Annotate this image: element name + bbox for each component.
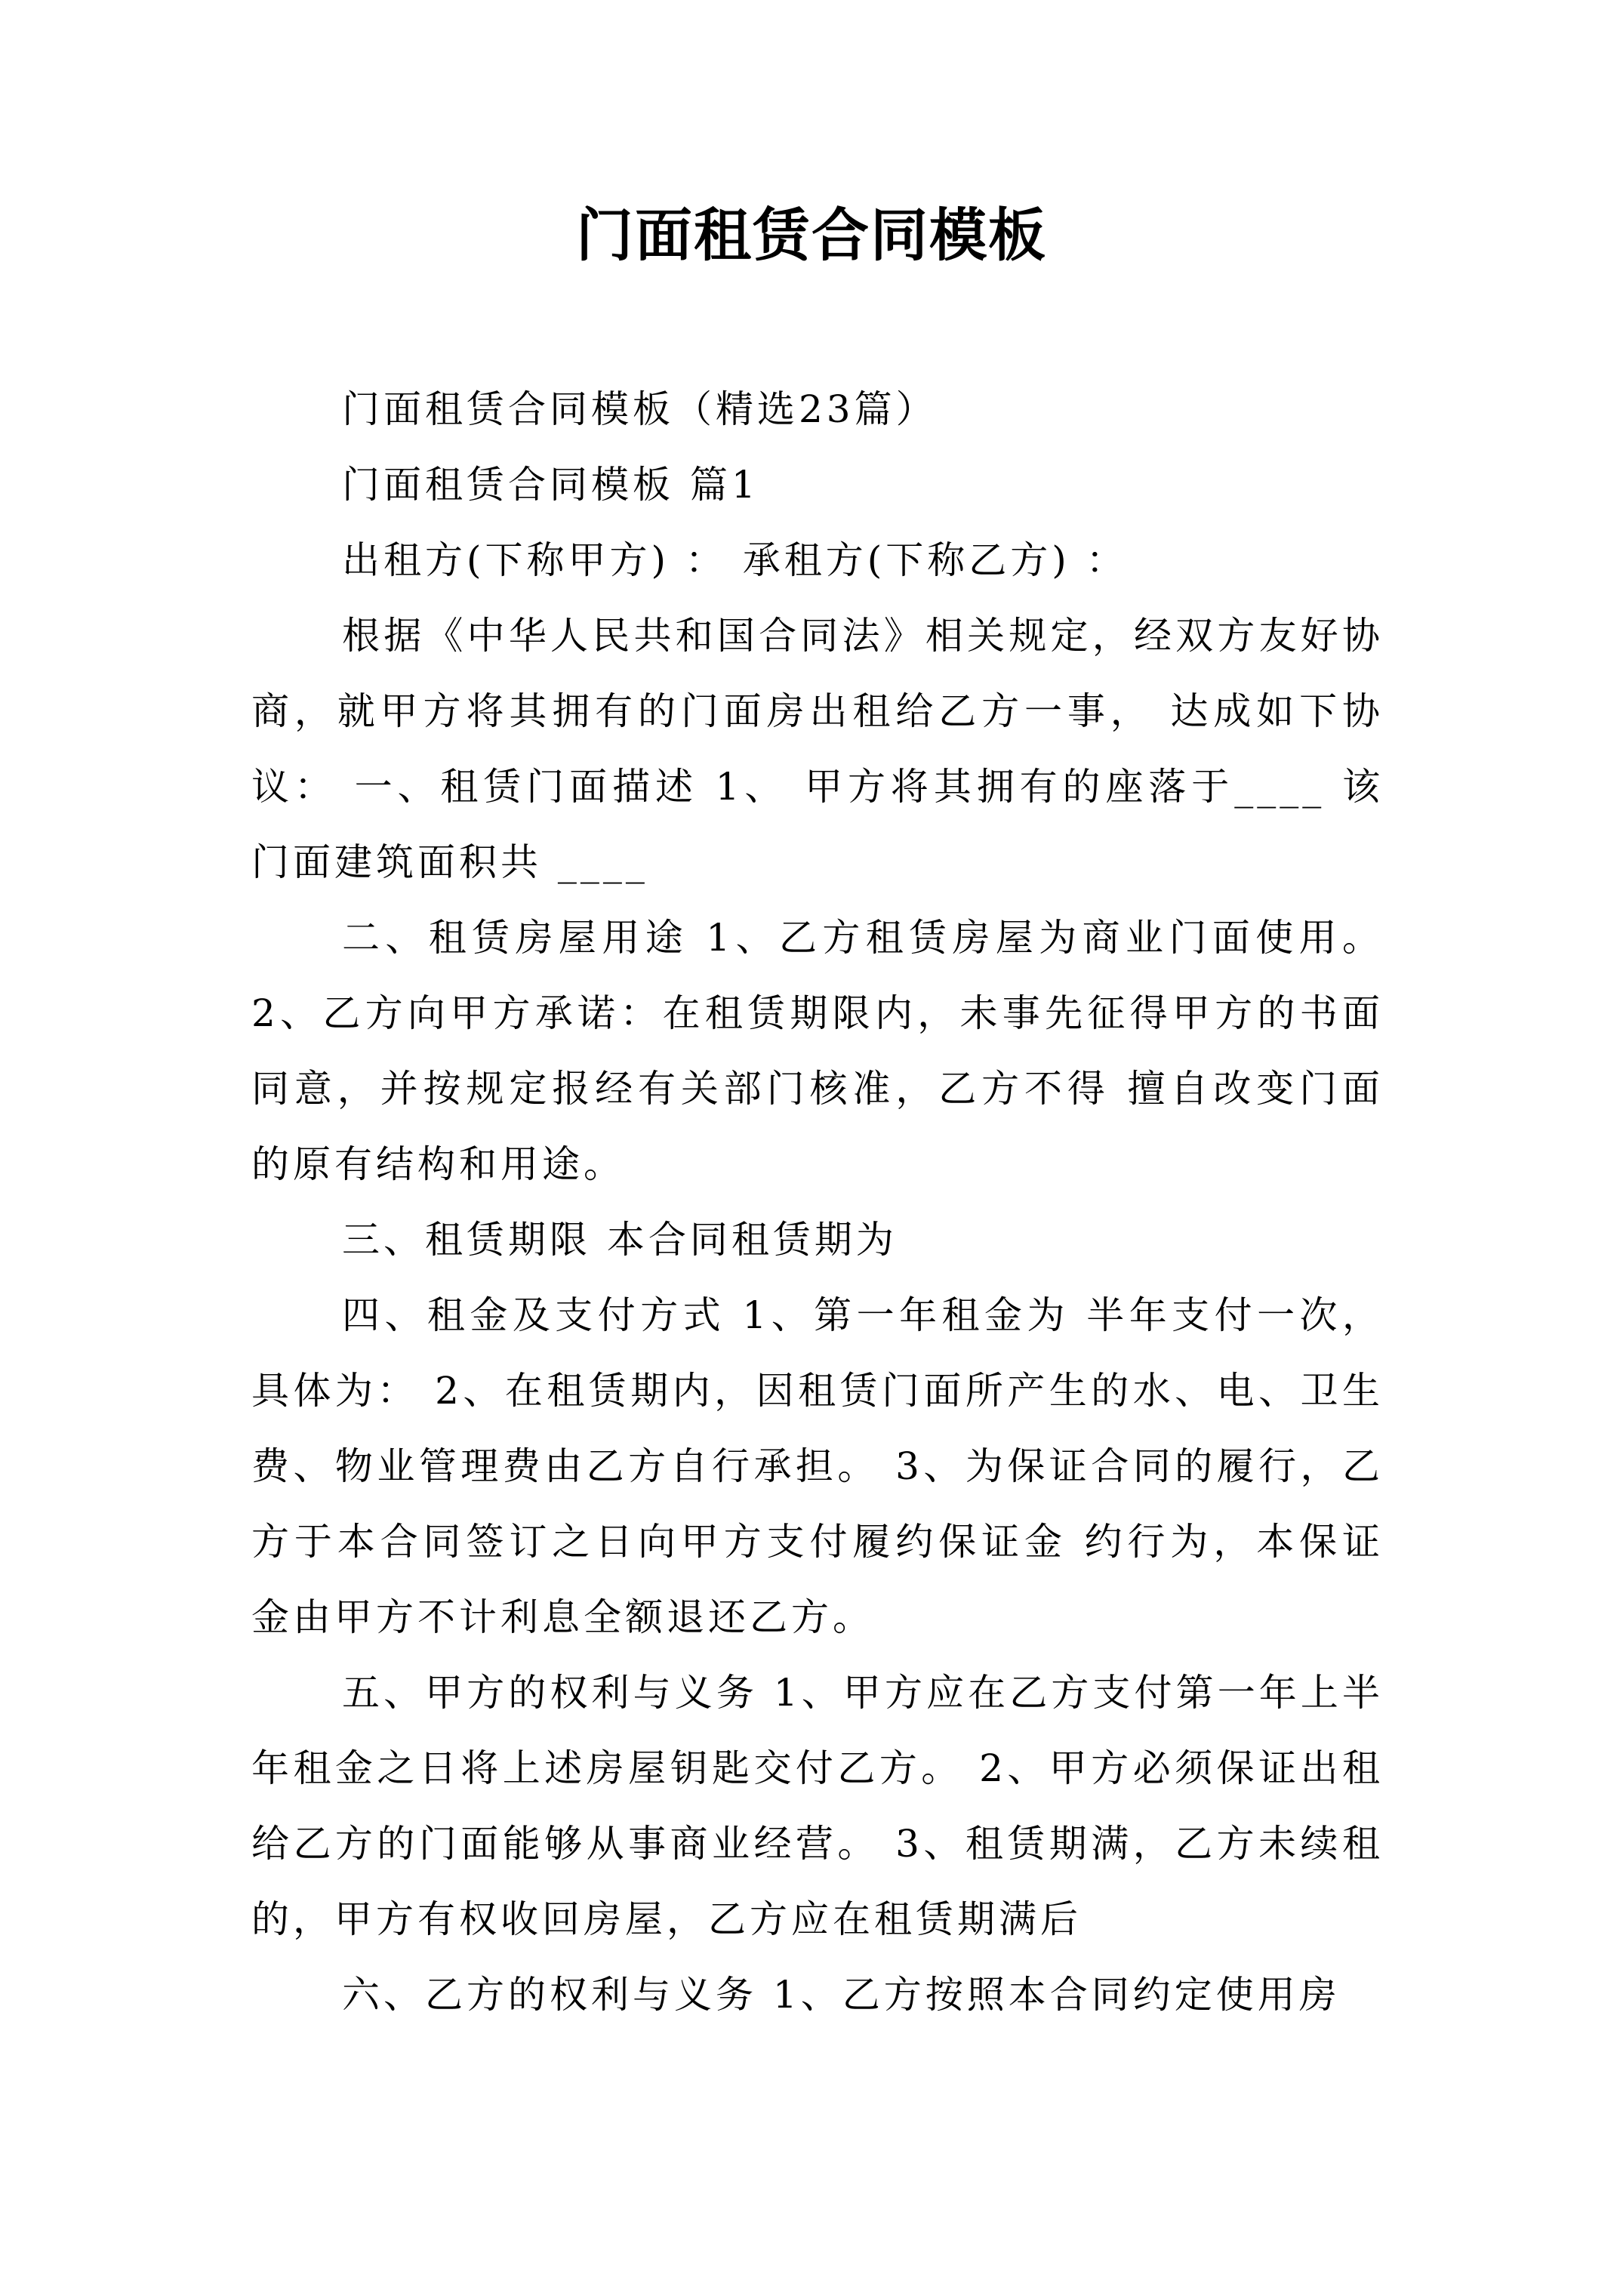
subtitle-paragraph: 门面租赁合同模板（精选23篇）	[342, 387, 938, 431]
clause-paragraph: 六、乙方的权利与义务 1、乙方按照本合同约定使用房	[342, 1973, 1341, 2017]
clause-paragraph: 五、甲方的权利与义务 1、甲方应在乙方支付第一年上半年租金之日将上述房屋钥匙交付乙方。 2、甲方必须保证出租给乙方的门面能够从事商业经营。 3、租赁期满，乙方未续租的，甲方有权收回房屋，乙方应在租赁期满后	[251, 1671, 1384, 1941]
section-heading-paragraph: 门面租赁合同模板 篇1	[342, 463, 759, 507]
document-title: 门面租赁合同模板	[576, 202, 1047, 269]
clause-paragraph: 二、租赁房屋用途 1、乙方租赁房屋为商业门面使用。2、乙方向甲方承诺：在租赁期限内，未事先征得甲方的书面同意，并按规定报经有关部门核准，乙方不得 擅自改变门面的原有结构和用途。	[251, 916, 1384, 1186]
clause-paragraph: 根据《中华人民共和国合同法》相关规定，经双方友好协商，就甲方将其拥有的门面房出租给乙方一事， 达成如下协议： 一、租赁门面描述 1、 甲方将其拥有的座落于____ 该门面建筑面积共 ____	[251, 614, 1384, 884]
document-body	[251, 371, 1384, 2032]
clause-paragraph: 三、租赁期限 本合同租赁期为	[342, 1218, 898, 1262]
clause-paragraph: 四、租金及支付方式 1、第一年租金为 半年支付一次，具体为： 2、在租赁期内，因租赁门面所产生的水、电、卫生费、物业管理费由乙方自行承担。 3、为保证合同的履行，乙方于本合同签订之日向甲方支付履约保证金 约行为，本保证金由甲方不计利息全额退还乙方。	[251, 1293, 1384, 1639]
parties-paragraph: 出租方(下称甲方) ： 承租方(下称乙方) ：	[342, 538, 1128, 582]
